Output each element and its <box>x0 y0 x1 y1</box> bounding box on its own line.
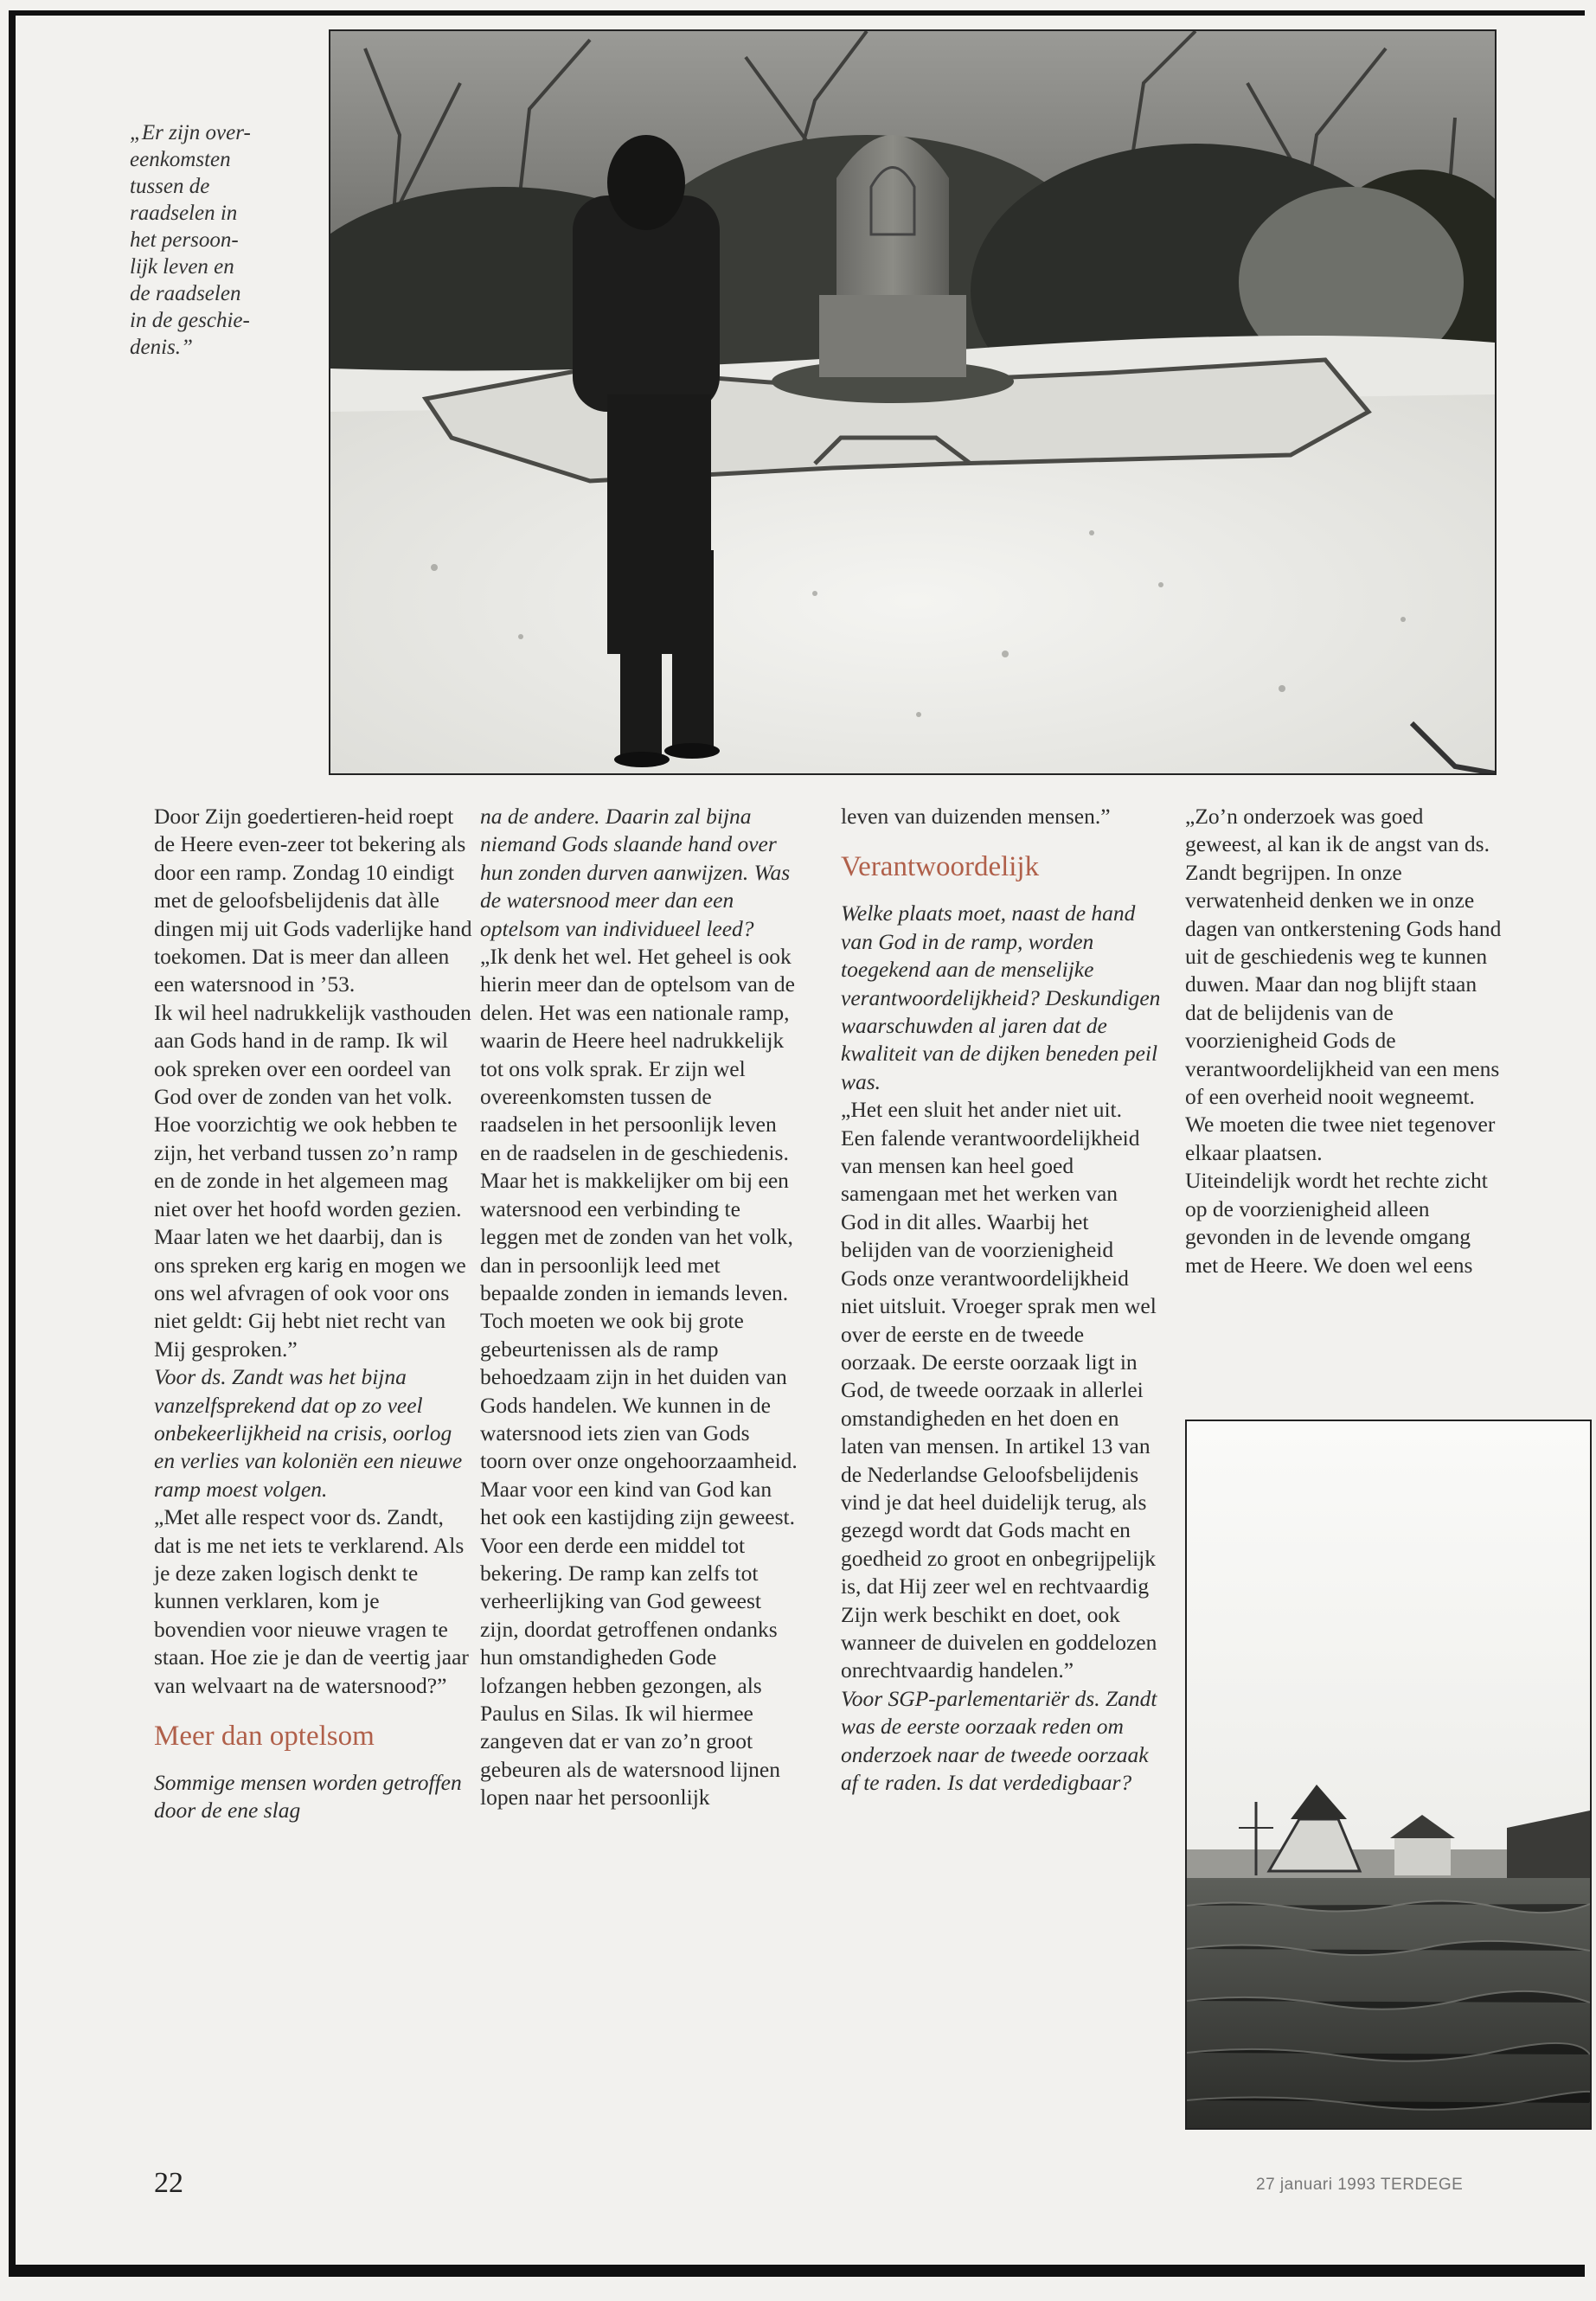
page-number: 22 <box>154 2167 183 2199</box>
paragraph: Ik wil heel nadrukkelijk vasthouden aan Gods hand in de ramp. Ik wil ook spreken over een oordeel van God over de zonden van het volk. Hoe voorzichtig we ook hebben te zijn, het verband tussen zo’n ramp en de zonde in het algemeen mag niet over het hoofd worden gezien. Maar laten we het daarbij, dan is ons spreken erg karig en mogen we ons wel afvragen of ook voor ons niet geldt: Gij hebt niet recht van Mij gesproken.” <box>154 999 471 1362</box>
interview-question: Sommige mensen worden getroffen door de ene slag <box>154 1770 462 1823</box>
paragraph: „Ik denk het wel. Het geheel is ook hierin meer dan de optelsom van de delen. Het was een nationale ramp, waarin de Heere heel nadrukkelijk tot ons volk sprak. Er zijn wel overeenkomsten tussen de raadselen in het persoonlijk leven en de raadselen in de geschiedenis. Maar het is makkelijker om bij een watersnood een verbinding te leggen met de zonden van het volk, dan in persoonlijk leed met bepaalde zonden in iemands leven. Toch moeten we ook bij grote gebeurtenissen als de ramp behoedzaam zijn in het duiden van Gods handelen. We kunnen in de watersnood iets zien van Gods toorn over onze ongehoorzaamheid. Maar voor een kind van God kan het ook een kastijding zijn geweest. Voor een derde een middel tot bekering. De ramp kan zelfs tot verheerlijking van God geweest zijn, doordat getroffenen ondanks hun omstandigheden Gode lofzangen hebben gezongen, als Paulus en Silas. Ik wil hiermee zangeven dat er van zo’n groot gebeuren als de watersnood lijnen lopen naar het persoonlijk <box>480 944 798 1811</box>
paragraph: „Zo’n onderzoek was goed geweest, al kan ik de angst van ds. Zandt begrijpen. In onze verwatenheid denken we in onze dagen van ontkerstening Gods hand uit de geschiedenis weg te kunnen duwen. Maar dan nog blijft staan dat de belijdenis van de voorzienigheid Gods de verantwoordelijkheid van een mens of een overheid nooit wegneemt. We moeten die twee niet tegenover elkaar plaatsen. <box>1185 804 1502 1165</box>
interview-question: Voor ds. Zandt was het bijna vanzelfsprekend dat op zo veel onbekeerlijkheid na crisis, oorlog en verlies van koloniën een nieuwe ramp moest volgen. <box>154 1364 463 1502</box>
photo-flood-image <box>1187 1421 1590 2128</box>
pull-quote: „Er zijn over- eenkomsten tussen de raadselen in het persoon- lijk leven en de raadselen in de geschie- denis.” <box>130 121 251 359</box>
interview-question: Welke plaats moet, naast de hand van God in de ramp, worden toegekend aan de menselijke verantwoordelijkheid? Deskundigen waarschuwden al jaren dat de kwaliteit van de dijken beneden peil was. <box>841 901 1161 1094</box>
paragraph: „Met alle respect voor ds. Zandt, dat is me net iets te verklarend. Als je deze zaken logisch denkt te kunnen verklaren, kom je bovendien voor nieuwe vragen te staan. Hoe zie je dan de veertig jaar van welvaart na de watersnood?” <box>154 1504 469 1698</box>
footer-issue-date: 27 januari 1993 TERDEGE <box>1256 2176 1464 2194</box>
paragraph: Uiteindelijk wordt het rechte zicht op de voorzienigheid alleen gevonden in de levende omgang met de Heere. We doen wel eens <box>1185 1168 1488 1278</box>
section-heading: Meer dan optelsom <box>154 1721 375 1752</box>
section-heading: Verantwoordelijk <box>841 851 1040 883</box>
interview-question: na de andere. Daarin zal bijna niemand Gods slaande hand over hun zonden durven aanwijzen. Was de watersnood meer dan een optelsom van individueel leed? <box>480 804 791 941</box>
text-column-3 <box>841 803 1161 1797</box>
paragraph: „Het een sluit het ander niet uit. Een falende verantwoordelijkheid van mensen kan heel goed samengaan met het werken van God in dit alles. Waarbij het belijden van de voorzienigheid Gods onze verantwoordelijkheid niet uitsluit. Vroeger sprak men wel over de eerste en de tweede oorzaak. De eerste oorzaak ligt in God, de tweede oorzaak in allerlei omstandigheden en het doen en laten van mensen. In artikel 13 van de Nederlandse Geloofsbelijdenis vind je dat heel duidelijk terug, als gezegd wordt dat Gods macht en goedheid zo groot en onbegrijpelijk is, dat Hij zeer wel en rechtvaardig Zijn werk beschikt en doet, ook wanneer de duivelen en goddelozen onrechtvaardig handelen.” <box>841 1097 1157 1683</box>
text-column-2 <box>480 803 800 1812</box>
text-column-1 <box>154 803 474 1825</box>
interview-question: Voor SGP-parlementariër ds. Zandt was de eerste oorzaak reden om onderzoek naar de tweede oorzaak af te raden. Is dat verdedigbaar? <box>841 1685 1157 1795</box>
paragraph: leven van duizenden mensen.” <box>841 804 1111 829</box>
photo-monument <box>329 29 1497 775</box>
photo-monument-image <box>330 31 1495 773</box>
paragraph: Door Zijn goedertieren-heid roept de Heere even-zeer tot bekering als door een ramp. Zondag 10 eindigt met de geloofsbelijdenis dat àlle dingen mij uit Gods vaderlijke hand toekomen. Dat is meer dan alleen een watersnood in ’53. <box>154 804 472 997</box>
text-column-4 <box>1185 803 1505 1279</box>
photo-flood <box>1185 1420 1592 2130</box>
